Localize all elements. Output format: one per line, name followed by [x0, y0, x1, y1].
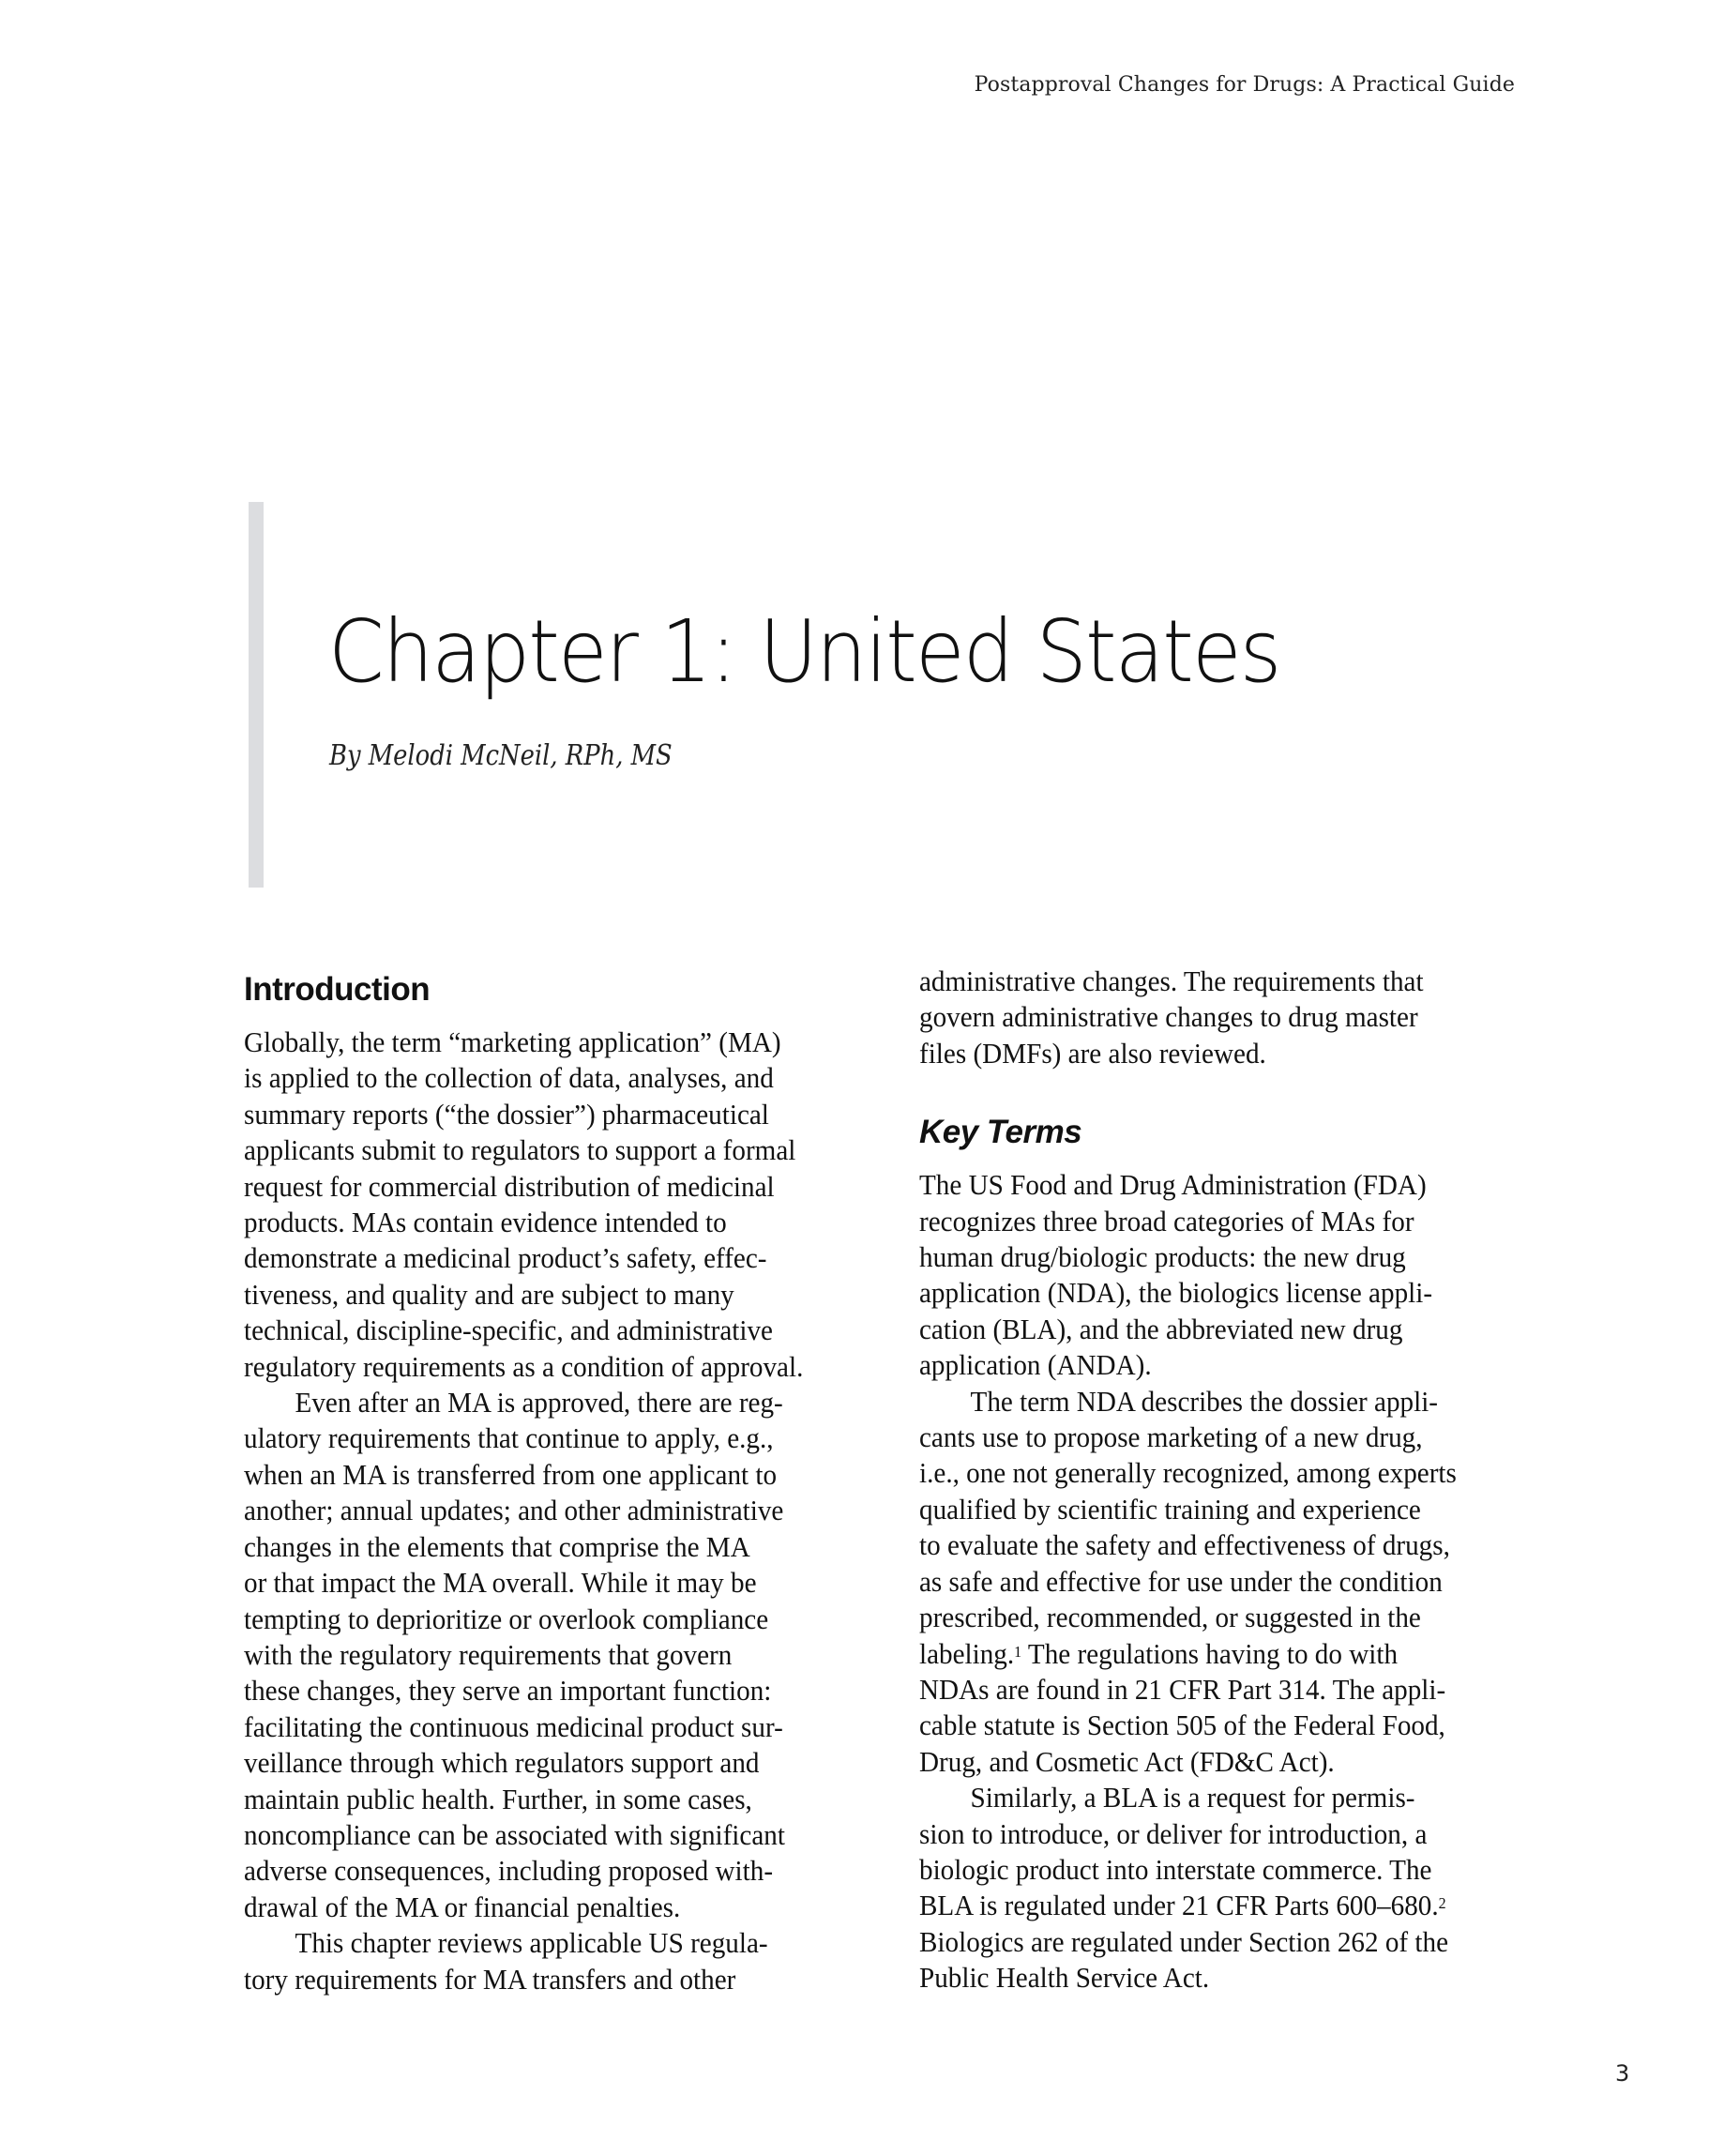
right-column: [919, 964, 1538, 1997]
text-line: Biologics are regulated under Section 262 of the: [919, 1924, 1449, 1958]
chapter-byline: By Melodi McNeil, RPh, MS: [329, 739, 673, 772]
text-line: administrative changes. The requirements that: [919, 964, 1424, 997]
text-fragment: BLA is regulated under 21 CFR Parts 600–680.: [919, 1889, 1439, 1922]
text-line: maintain public health. Further, in some cases,: [244, 1782, 752, 1815]
text-line: application (ANDA).: [919, 1348, 1152, 1382]
text-line: facilitating the continuous medicinal product sur-: [244, 1709, 783, 1743]
text-line: another; annual updates; and other administrative: [244, 1494, 784, 1527]
text-line: tiveness, and quality and are subject to many: [244, 1277, 734, 1311]
text-line: The term NDA describes the dossier appli-: [970, 1384, 1439, 1418]
footnote-reference-2[interactable]: 2: [1438, 1894, 1446, 1913]
text-line: Public Health Service Act.: [919, 1961, 1210, 1995]
text-line: noncompliance can be associated with significant: [244, 1817, 785, 1851]
text-line: as safe and effective for use under the condition: [919, 1564, 1443, 1598]
text-line: The US Food and Drug Administration (FDA): [919, 1168, 1427, 1202]
text-line: or that impact the MA overall. While it may be: [244, 1566, 757, 1600]
text-line: applicants submit to regulators to support a formal: [244, 1133, 796, 1167]
paragraph-continuation: [919, 964, 1538, 1071]
text-line: human drug/biologic products: the new drug: [919, 1240, 1406, 1274]
text-line: is applied to the collection of data, analyses, and: [244, 1061, 774, 1095]
text-line: these changes, they serve an important function:: [244, 1674, 772, 1708]
text-line: drawal of the MA or financial penalties.: [244, 1890, 681, 1923]
text-line: changes in the elements that comprise the MA: [244, 1529, 750, 1563]
text-line: when an MA is transferred from one applicant to: [244, 1457, 778, 1491]
text-line: govern administrative changes to drug master: [919, 1000, 1418, 1034]
text-line: with the regulatory requirements that govern: [244, 1637, 733, 1671]
text-line: files (DMFs) are also reviewed.: [919, 1036, 1266, 1070]
text-line: products. MAs contain evidence intended to: [244, 1206, 727, 1239]
text-line: regulatory requirements as a condition of approval.: [244, 1349, 804, 1383]
section-heading-introduction: Introduction: [244, 971, 431, 1008]
running-header: Postapproval Changes for Drugs: A Practical Guide: [974, 73, 1515, 97]
text-line: recognizes three broad categories of MAs for: [919, 1204, 1414, 1237]
text-line: application (NDA), the biologics license appli-: [919, 1276, 1433, 1310]
text-line: qualified by scientific training and experience: [919, 1492, 1421, 1526]
text-line: summary reports (“the dossier”) pharmaceutical: [244, 1097, 769, 1131]
text-line: to evaluate the safety and effectiveness of drugs,: [919, 1528, 1450, 1562]
paragraph: [244, 1025, 863, 1385]
paragraph: [919, 1384, 1538, 1780]
text-line: veillance through which regulators support and: [244, 1746, 760, 1780]
text-line-with-footnote: [919, 1636, 1501, 1672]
paragraph: [244, 1925, 863, 1997]
text-line: adverse consequences, including proposed with-: [244, 1854, 774, 1888]
text-fragment: labeling.: [919, 1636, 1015, 1670]
text-line: Even after an MA is approved, there are reg-: [295, 1386, 783, 1420]
text-line: request for commercial distribution of medicinal: [244, 1169, 775, 1203]
left-column: [244, 966, 863, 1997]
text-line: tempting to deprioritize or overlook compliance: [244, 1602, 769, 1635]
text-line: cants use to propose marketing of a new drug,: [919, 1420, 1423, 1454]
text-line: Drug, and Cosmetic Act (FD&C Act).: [919, 1744, 1335, 1778]
text-line: Similarly, a BLA is a request for permis-: [970, 1781, 1415, 1814]
text-line: demonstrate a medicinal product’s safety, effec-: [244, 1241, 767, 1275]
text-line: cation (BLA), and the abbreviated new drug: [919, 1312, 1403, 1345]
text-line: technical, discipline-specific, and administrative: [244, 1313, 773, 1347]
text-line: cable statute is Section 505 of the Federal Food,: [919, 1708, 1445, 1742]
text-line: i.e., one not generally recognized, among experts: [919, 1456, 1457, 1490]
text-line: prescribed, recommended, or suggested in the: [919, 1601, 1421, 1634]
text-line: Globally, the term “marketing application” (MA): [244, 1025, 781, 1058]
text-line: biologic product into interstate commerce. The: [919, 1852, 1432, 1886]
chapter-accent-bar: [249, 502, 264, 888]
text-line: sion to introduce, or deliver for introduction, a: [919, 1816, 1428, 1850]
paragraph: [919, 1780, 1538, 1996]
chapter-title: Chapter 1: United States: [328, 601, 1280, 702]
text-fragment: The regulations having to do with: [1021, 1636, 1399, 1670]
page-number: 3: [1615, 2060, 1630, 2087]
paragraph: [244, 1385, 863, 1925]
text-line: tory requirements for MA transfers and other: [244, 1962, 736, 1996]
section-heading-key-terms: Key Terms: [919, 1114, 1082, 1151]
text-line: NDAs are found in 21 CFR Part 314. The appli-: [919, 1672, 1446, 1706]
text-line: This chapter reviews applicable US regula-: [295, 1926, 768, 1960]
paragraph: [919, 1167, 1538, 1383]
text-line: ulatory requirements that continue to apply, e.g.,: [244, 1421, 774, 1455]
footnote-reference-1[interactable]: 1: [1014, 1642, 1022, 1661]
text-line-with-footnote: [919, 1888, 1501, 1923]
